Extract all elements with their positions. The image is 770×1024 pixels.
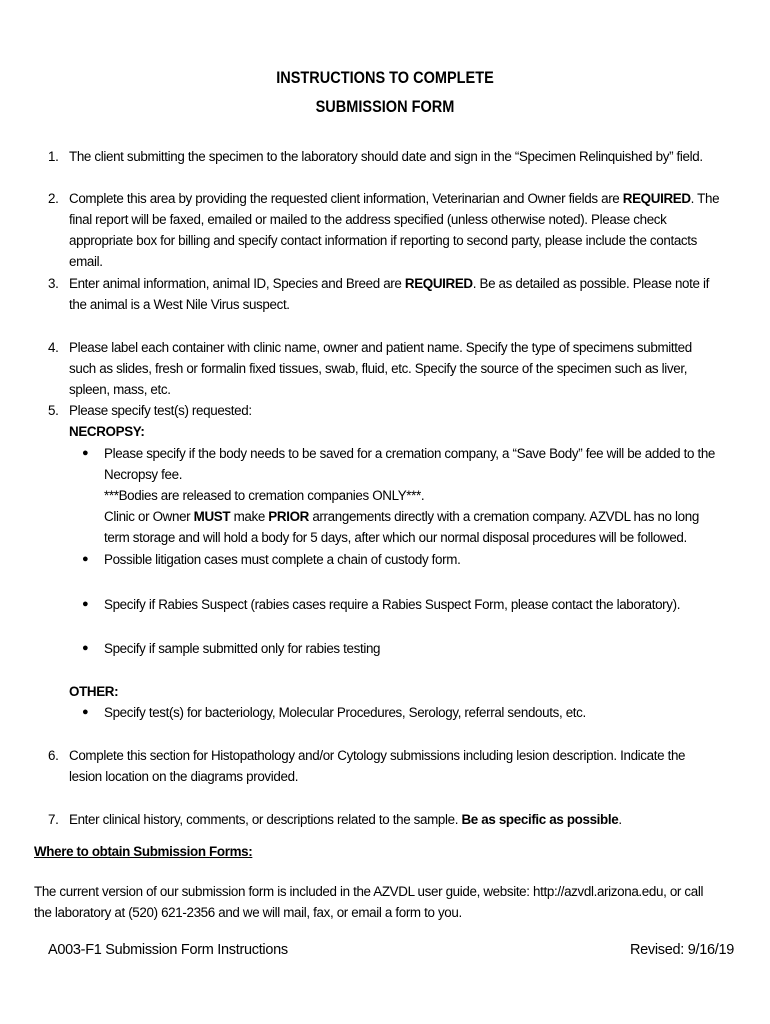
item-text: Please specify test(s) requested: bbox=[69, 403, 252, 418]
item-text: Please label each container with clinic name, owner and patient name. Specify the type of specimens submitted such as slides, fresh or formalin fixed tissues, swab, fluid, etc. Specify the source of the specimen such as liver, spleen, mass, etc. bbox=[69, 340, 692, 397]
bullet-icon: ● bbox=[82, 598, 89, 610]
item-text bbox=[69, 273, 720, 315]
item-number: 6. bbox=[48, 748, 59, 763]
document-title bbox=[46, 64, 724, 122]
bullet-text bbox=[104, 443, 722, 548]
bullet-text: Specify if sample submitted only for rabies testing bbox=[104, 641, 381, 656]
bullet-text-part: Clinic or Owner bbox=[104, 509, 194, 524]
footer-revised-date: Revised: 9/16/19 bbox=[629, 942, 734, 958]
item-text bbox=[69, 188, 720, 272]
item-number: 4. bbox=[48, 340, 59, 355]
bullet-icon: ● bbox=[82, 706, 89, 718]
specific-emphasis: Be as specific as possible bbox=[461, 812, 619, 827]
item-number: 3. bbox=[48, 276, 59, 291]
bullet-icon: ● bbox=[82, 642, 89, 654]
where-to-obtain-heading-text: Where to obtain Submission Forms: bbox=[34, 844, 253, 859]
bullet-text: Specify test(s) for bacteriology, Molecular Procedures, Serology, referral sendouts, etc. bbox=[104, 705, 586, 720]
required-emphasis: REQUIRED bbox=[622, 191, 691, 206]
bullet-line bbox=[104, 506, 722, 548]
where-to-obtain-heading bbox=[34, 841, 724, 862]
item-text: The client submitting the specimen to the laboratory should date and sign in the “Specimen Relinquished by” field. bbox=[69, 149, 703, 164]
bullet-line: Please specify if the body needs to be saved for a cremation company, a “Save Body” fee will be added to the Necropsy fee. bbox=[104, 446, 716, 482]
item-number: 1. bbox=[48, 149, 59, 164]
item-text-part: Complete this area by providing the requested client information, Veterinarian and Owner fields are bbox=[69, 191, 623, 206]
bullet-icon: ● bbox=[82, 447, 89, 459]
item-text-part: . The final report will be faxed, emailed or mailed to the address specified (unless otherwise noted). Please check appropriate box for billing and specify contact information if reporting to second party, please include the contacts email. bbox=[69, 191, 720, 269]
title-line-1: INSTRUCTIONS TO COMPLETE bbox=[276, 69, 494, 87]
item-number: 2. bbox=[48, 191, 59, 206]
item-text bbox=[69, 809, 720, 830]
other-heading-text: OTHER: bbox=[69, 684, 119, 699]
item-number: 5. bbox=[48, 403, 59, 418]
bullet-text-part: arrangements directly with a cremation company. AZVDL has no long term storage and will hold a body for 5 days, after which our normal disposal procedures will be followed. bbox=[104, 509, 699, 545]
item-text-part: Enter clinical history, comments, or descriptions related to the sample. bbox=[69, 812, 462, 827]
item-text: Complete this section for Histopathology and/or Cytology submissions including lesion description. Indicate the lesion location on the diagrams provided. bbox=[69, 748, 686, 784]
footer-document-id: A003-F1 Submission Form Instructions bbox=[48, 942, 288, 958]
bullet-line: ***Bodies are released to cremation companies ONLY***. bbox=[104, 488, 425, 503]
item-text-part: . Be as detailed as possible. Please note if the animal is a West Nile Virus suspect. bbox=[69, 276, 709, 312]
bullet-text: Possible litigation cases must complete a chain of custody form. bbox=[104, 552, 461, 567]
item-text-part: Enter animal information, animal ID, Species and Breed are bbox=[69, 276, 405, 291]
necropsy-heading bbox=[69, 421, 144, 442]
title-line-2: SUBMISSION FORM bbox=[315, 98, 455, 116]
must-emphasis: MUST bbox=[193, 509, 231, 524]
item-number: 7. bbox=[48, 812, 59, 827]
other-heading bbox=[69, 681, 118, 702]
bullet-text-part: make bbox=[230, 509, 269, 524]
where-to-obtain-text: The current version of our submission form is included in the AZVDL user guide, website: http://azvdl.arizona.edu, or call the laboratory at (520) 621-2356 and we will mail, fax, or email a form to you. bbox=[34, 884, 704, 920]
prior-emphasis: PRIOR bbox=[268, 509, 309, 524]
required-emphasis: REQUIRED bbox=[404, 276, 473, 291]
bullet-icon: ● bbox=[82, 553, 89, 565]
item-text-part: . bbox=[618, 812, 622, 827]
bullet-text: Specify if Rabies Suspect (rabies cases require a Rabies Suspect Form, please contact the laboratory). bbox=[104, 597, 681, 612]
necropsy-heading-text: NECROPSY: bbox=[69, 424, 145, 439]
